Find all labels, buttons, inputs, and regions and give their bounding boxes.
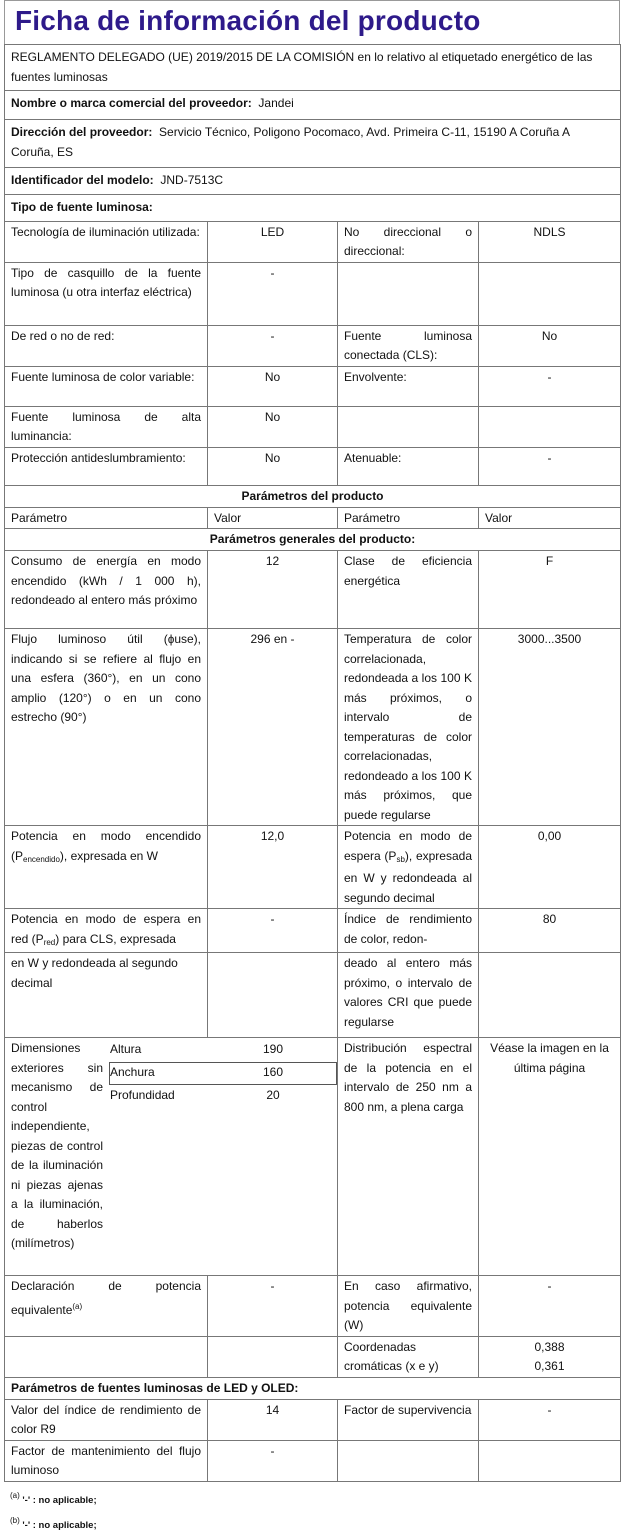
- led-params-heading: Parámetros de fuentes luminosas de LED y OLED:: [5, 1377, 621, 1399]
- model-row: Identificador del modelo: JND-7513C: [5, 168, 621, 195]
- source-type-heading: Tipo de fuente luminosa:: [5, 195, 621, 222]
- table-row: Tipo de casquillo de la fuente luminosa (u otra interfaz eléctrica) -: [5, 262, 621, 325]
- supplier-name-row: Nombre o marca comercial del proveedor: Jandei: [5, 91, 621, 120]
- footnote: $^{(a)}$ '-' : no aplicable;: [10, 1490, 97, 1506]
- table-row: Flujo luminoso útil (ɸuse), indicando si se refiere al flujo en una esfera (360°), en un cono amplio (120°) o en un cono estrecho (90°) 296 en - Temperatura de color correlacionada, redondeada a los 100 K más próximos, o intervalo de temperaturas de color correlacionadas, redondeado a los 100 K más próximos, que puede regularse 3000...3500: [5, 629, 621, 826]
- footnotes: [10, 1486, 623, 1536]
- table-row: Fuente luminosa de alta luminancia: No: [5, 406, 621, 447]
- footnote: $^{(b)}$ '-' : no aplicable;: [10, 1515, 97, 1531]
- dimensions-row: Dimensiones exteriores sin mecanismo de control independiente, piezas de control de la iluminación ni piezas ajenas a la iluminación, de haberlos (milímetros) Altura 190 Anchura 160 Profundidad 20 Distribución espectral de la potencia en el intervalo de 250 nm a 800 nm, a plena carga Véase la imagen en la última página: [5, 1038, 621, 1276]
- table-row: Consumo de energía en modo encendido (kWh / 1 000 h), redondeado al entero más próximo 12 Clase de eficiencia energética F: [5, 551, 621, 629]
- table-row: Coordenadas cromáticas (x e y) 0,388 0,361: [5, 1336, 621, 1377]
- table-row: De red o no de red: - Fuente luminosa conectada (CLS): No: [5, 325, 621, 366]
- supplier-address-row: Dirección del proveedor: Servicio Técnico, Poligono Pocomaco, Avd. Primeira C-11, 15190 A Coruña A Coruña, ES: [5, 120, 621, 168]
- general-params-heading: Parámetros generales del producto:: [5, 529, 621, 551]
- table-row: Declaración de potencia equivalente$^{(a)}$ - En caso afirmativo, potencia equivalente (W) -: [5, 1276, 621, 1337]
- table-row: Factor de mantenimiento del flujo luminoso -: [5, 1440, 621, 1481]
- table-row: Potencia en modo de espera en red $(P_{red})$ para CLS, expresada - Índice de rendimiento de color, redon- 80: [5, 909, 621, 953]
- column-headers: Parámetro Valor Parámetro Valor: [5, 507, 621, 529]
- dimensions-subtable: Altura 190 Anchura 160 Profundidad 20: [109, 1039, 337, 1254]
- page-title: Ficha de información del producto: [4, 0, 620, 44]
- table-row: Protección antideslumbramiento: No Atenuable: -: [5, 447, 621, 485]
- table-row: Potencia en modo encendido $(P_{encendido})$, expresada en W 12,0 Potencia en modo de espera $(P_{sb})$, expresada en W y redondeada al segundo decimal 0,00: [5, 826, 621, 909]
- table-row: en W y redondeada al segundo decimal deado al entero más próximo, o intervalo de valores CRI que puede regularse: [5, 953, 621, 1038]
- product-params-heading: Parámetros del producto: [5, 485, 621, 507]
- table-row: Fuente luminosa de color variable: No Envolvente: -: [5, 366, 621, 406]
- info-table: [4, 44, 621, 1482]
- table-row: Valor del índice de rendimiento de color R9 14 Factor de supervivencia -: [5, 1399, 621, 1440]
- table-row: Tecnología de iluminación utilizada: LED No direccional o direccional: NDLS: [5, 221, 621, 262]
- regulation-text: REGLAMENTO DELEGADO (UE) 2019/2015 DE LA COMISIÓN en lo relativo al etiquetado energético de las fuentes luminosas: [5, 45, 621, 91]
